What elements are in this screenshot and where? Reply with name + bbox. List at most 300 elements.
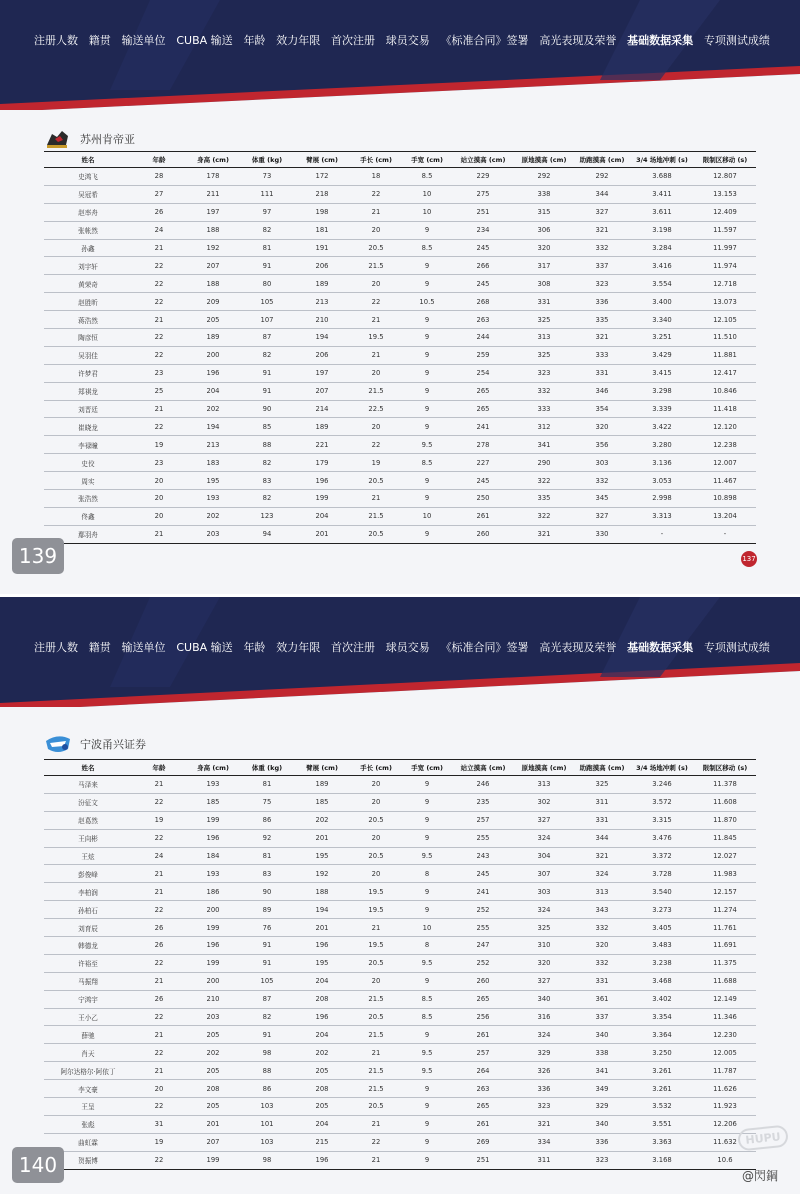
table-cell: 10 [402,919,452,937]
player-name-cell: 刘宇轩 [44,257,132,275]
nav-item[interactable]: 注册人数 [34,641,78,654]
table-cell: 22 [132,257,186,275]
table-cell: 325 [574,776,630,794]
table-cell: 209 [186,293,240,311]
nav-item[interactable]: 输送单位 [121,34,166,47]
nav-item[interactable]: 效力年限 [276,34,321,47]
table-cell: 340 [574,1115,630,1133]
nav-item[interactable]: 《标准合同》签署 [440,34,529,47]
table-cell: 20.5 [350,472,402,490]
table-row [44,829,756,847]
table-cell: 81 [240,847,294,865]
column-header: 身高 (cm) [186,760,240,776]
player-name-cell: 赵葛然 [44,811,132,829]
table-cell: 317 [514,257,574,275]
table-cell: 22 [132,1008,186,1026]
nav-item[interactable]: 基础数据采集 [627,641,694,654]
table-cell: 11.632 [694,1133,756,1151]
table-cell: 205 [186,311,240,329]
table-cell: 244 [452,329,514,347]
table-cell: 9 [402,776,452,794]
table-row [44,346,756,364]
table-cell: 91 [240,1026,294,1044]
table-cell: 331 [574,364,630,382]
table-cell: 204 [294,1026,350,1044]
table-cell: 321 [574,221,630,239]
nav-item[interactable]: 基础数据采集 [627,34,694,47]
table-cell: 9 [402,1026,452,1044]
table-row [44,364,756,382]
table-cell: 20 [350,793,402,811]
table-cell: 26 [132,990,186,1008]
table-cell: 266 [452,257,514,275]
table-cell: 9 [402,382,452,400]
player-name-cell: 王呈 [44,1098,132,1116]
table-cell: 13.204 [694,507,756,525]
table-cell: 269 [452,1133,514,1151]
table-cell: 316 [514,1008,574,1026]
player-name-cell: 史鸿飞 [44,168,132,186]
table-cell: 82 [240,221,294,239]
table-cell: 105 [240,972,294,990]
table-cell: 91 [240,954,294,972]
table-cell: 21.5 [350,1062,402,1080]
table-cell: 20.5 [350,239,402,257]
table-cell: 334 [514,1133,574,1151]
table-cell: 243 [452,847,514,865]
table-cell: 3.261 [630,1062,694,1080]
table-cell: 21 [132,400,186,418]
table-cell: 199 [186,1151,240,1169]
table-cell: 307 [514,865,574,883]
table-cell: 21.5 [350,1080,402,1098]
table-cell: 327 [514,811,574,829]
table-cell: 205 [186,1026,240,1044]
table-cell: 229 [452,168,514,186]
table-cell: 320 [514,239,574,257]
table-cell: 20 [132,507,186,525]
table-cell: 11.845 [694,829,756,847]
table-cell: 333 [574,346,630,364]
table-cell: 11.923 [694,1098,756,1116]
table-cell: 20 [350,865,402,883]
table-cell: 199 [186,919,240,937]
table-cell: 338 [574,1044,630,1062]
player-name-cell: 汾征文 [44,793,132,811]
table-cell: 340 [574,1026,630,1044]
table-row [44,221,756,239]
table-cell: 195 [294,847,350,865]
table-cell: 303 [574,454,630,472]
table-cell: 361 [574,990,630,1008]
table-row [44,847,756,865]
table-cell: 20 [350,275,402,293]
table-cell: 21.5 [350,1026,402,1044]
table-cell: 356 [574,436,630,454]
table-header-row [44,760,756,776]
nav-item[interactable]: CUBA 输送 [176,34,233,47]
document-page-140 [0,597,800,1194]
table-cell: 3.251 [630,329,694,347]
nav-item[interactable]: 首次注册 [331,641,375,654]
table-cell: 82 [240,346,294,364]
table-cell: 20 [132,472,186,490]
table-cell: 3.415 [630,364,694,382]
table-cell: 324 [514,829,574,847]
table-cell: 9.5 [402,954,452,972]
player-name-cell: 许裕至 [44,954,132,972]
table-cell: 335 [574,311,630,329]
table-cell: 200 [186,972,240,990]
table-cell: 26 [132,919,186,937]
table-cell: 206 [294,257,350,275]
player-name-cell: 张彪 [44,1115,132,1133]
table-cell: 193 [186,865,240,883]
table-cell: 103 [240,1133,294,1151]
table-cell: 227 [452,454,514,472]
table-cell: 27 [132,185,186,203]
nav-item[interactable]: 专项测试成绩 [703,34,770,47]
table-cell: 19 [132,811,186,829]
table-cell: 191 [294,239,350,257]
table-cell: 202 [294,811,350,829]
table-cell: 251 [452,203,514,221]
table-cell: 183 [186,454,240,472]
table-cell: 10 [402,507,452,525]
column-header: 助跑摸高 (cm) [574,760,630,776]
player-name-cell: 张帐然 [44,221,132,239]
table-cell: 2.998 [630,490,694,508]
table-row [44,1080,756,1098]
table-cell: 20.5 [350,811,402,829]
nav-item[interactable]: 球员交易 [385,34,430,47]
table-cell: 3.238 [630,954,694,972]
table-cell: 181 [294,221,350,239]
player-name-cell: 肖天 [44,1044,132,1062]
table-cell: 312 [514,418,574,436]
table-cell: 91 [240,364,294,382]
table-cell: 3.611 [630,203,694,221]
player-name-cell: 王炫 [44,847,132,865]
column-header: 3/4 场地冲刺 (s) [630,760,694,776]
table-cell: - [694,525,756,543]
table-cell: 12.149 [694,990,756,1008]
table-cell: 204 [294,972,350,990]
table-cell: 24 [132,847,186,865]
player-name-cell: 孙柏石 [44,901,132,919]
table-cell: 213 [294,293,350,311]
table-cell: 9 [402,472,452,490]
table-cell: 3.532 [630,1098,694,1116]
table-cell: 192 [186,239,240,257]
player-name-cell: 吴冠希 [44,185,132,203]
column-header: 臂展 (cm) [294,152,350,168]
table-cell: 82 [240,454,294,472]
table-row [44,1062,756,1080]
table-cell: 3.313 [630,507,694,525]
table-cell: 75 [240,793,294,811]
nav-item[interactable]: 《标准合同》签署 [440,641,529,654]
table-cell: 302 [514,793,574,811]
table-cell: 21 [350,346,402,364]
table-cell: 82 [240,1008,294,1026]
table-cell: 91 [240,257,294,275]
table-cell: 196 [186,829,240,847]
table-cell: 12.027 [694,847,756,865]
nav-item[interactable]: 输送单位 [121,641,166,654]
table-cell: 201 [294,919,350,937]
table-row [44,1026,756,1044]
table-cell: 22 [132,1151,186,1169]
table-cell: 21 [132,1062,186,1080]
table-cell: 97 [240,203,294,221]
nav-item[interactable]: 籍贯 [88,34,111,47]
table-cell: 13.153 [694,185,756,203]
table-cell: 83 [240,472,294,490]
table-row [44,1115,756,1133]
table-cell: 275 [452,185,514,203]
table-cell: 265 [452,1098,514,1116]
table-cell: 103 [240,1098,294,1116]
table-cell: 11.510 [694,329,756,347]
column-header: 原地摸高 (cm) [514,760,574,776]
table-cell: 9 [402,346,452,364]
table-cell: 21 [350,1044,402,1062]
table-cell: 8.5 [402,1008,452,1026]
table-cell: 3.280 [630,436,694,454]
table-cell: 12.417 [694,364,756,382]
print-page-badge: 137 [741,551,757,567]
table-cell: 255 [452,829,514,847]
table-cell: 323 [514,364,574,382]
table-cell: 290 [514,454,574,472]
table-cell: 10.6 [694,1151,756,1169]
nav-item[interactable]: 年龄 [243,34,266,47]
table-cell: 257 [452,811,514,829]
table-cell: 9 [402,1080,452,1098]
table-cell: 12.157 [694,883,756,901]
table-row [44,865,756,883]
table-cell: 88 [240,1062,294,1080]
table-cell: 331 [574,811,630,829]
table-cell: 3.400 [630,293,694,311]
table-cell: 3.372 [630,847,694,865]
table-cell: 73 [240,168,294,186]
table-cell: 261 [452,1026,514,1044]
player-name-cell: 薛驰 [44,1026,132,1044]
table-cell: 26 [132,203,186,221]
table-cell: 9 [402,829,452,847]
table-cell: 9.5 [402,847,452,865]
table-cell: 9 [402,311,452,329]
table-cell: 313 [574,883,630,901]
table-cell: 101 [240,1115,294,1133]
table-cell: 332 [574,919,630,937]
table-row [44,400,756,418]
table-cell: 218 [294,185,350,203]
table-cell: 3.363 [630,1133,694,1151]
table-cell: 91 [240,937,294,955]
column-header: 限制区移动 (s) [694,760,756,776]
table-cell: 83 [240,865,294,883]
table-cell: 9 [402,1098,452,1116]
table-cell: 11.597 [694,221,756,239]
table-cell: 28 [132,168,186,186]
player-name-cell: 曲虹霖 [44,1133,132,1151]
table-cell: 107 [240,311,294,329]
table-row [44,525,756,543]
table-cell: 313 [514,776,574,794]
table-cell: 327 [514,972,574,990]
table-cell: 255 [452,919,514,937]
table-cell: 19.5 [350,937,402,955]
table-cell: 215 [294,1133,350,1151]
table-cell: 81 [240,776,294,794]
nav-item[interactable]: 首次注册 [331,34,375,47]
table-cell: 3.572 [630,793,694,811]
table-row [44,418,756,436]
table-cell: 3.554 [630,275,694,293]
table-cell: 264 [452,1062,514,1080]
table-cell: 194 [294,901,350,919]
table-cell: 20 [132,490,186,508]
table-cell: 9 [402,1115,452,1133]
table-cell: 189 [294,275,350,293]
table-cell: 320 [574,937,630,955]
table-cell: 205 [294,1062,350,1080]
table-cell: 345 [574,490,630,508]
team-logo-icon [44,128,72,150]
table-cell: 9 [402,901,452,919]
table-cell: 292 [574,168,630,186]
table-cell: 9.5 [402,1044,452,1062]
nav-item[interactable]: 效力年限 [276,641,321,654]
table-cell: 205 [186,1062,240,1080]
table-cell: 8.5 [402,239,452,257]
nav-item[interactable]: 高光表现及荣誉 [539,34,617,47]
table-cell: 203 [186,1008,240,1026]
table-cell: 331 [514,293,574,311]
document-page-139 [0,0,800,594]
table-cell: 325 [514,346,574,364]
table-cell: 206 [294,346,350,364]
table-cell: 21 [132,525,186,543]
table-row [44,1044,756,1062]
table-cell: 329 [574,1098,630,1116]
table-cell: 21 [350,311,402,329]
table-row [44,793,756,811]
table-cell: 12.230 [694,1026,756,1044]
table-cell: 197 [186,203,240,221]
table-cell: 22 [132,901,186,919]
table-cell: 8.5 [402,168,452,186]
table-row [44,1133,756,1151]
table-cell: 204 [294,1115,350,1133]
table-row [44,454,756,472]
nav-item[interactable]: CUBA 输送 [176,641,233,654]
section-nav [0,639,800,655]
page-number: 140 [12,1147,64,1183]
player-name-cell: 鄢羽舟 [44,525,132,543]
table-cell: 322 [514,472,574,490]
table-cell: 250 [452,490,514,508]
table-cell: 10.846 [694,382,756,400]
table-cell: 326 [514,1062,574,1080]
table-cell: 203 [186,525,240,543]
team-name: 宁波甬兴证券 [80,738,146,751]
team-name: 苏州肯帝亚 [80,133,135,146]
table-cell: 11.881 [694,346,756,364]
table-row [44,293,756,311]
table-cell: 11.997 [694,239,756,257]
table-cell: 208 [186,1080,240,1098]
table-row [44,1151,756,1169]
table-cell: 11.761 [694,919,756,937]
table-cell: 195 [294,954,350,972]
table-cell: 315 [514,203,574,221]
player-name-cell: 赵率舟 [44,203,132,221]
table-row [44,329,756,347]
table-row [44,811,756,829]
table-row [44,311,756,329]
player-name-cell: 周实 [44,472,132,490]
nav-item[interactable]: 球员交易 [385,641,430,654]
table-cell: 9 [402,811,452,829]
nav-item[interactable]: 专项测试成绩 [703,641,770,654]
team-logo-icon [44,733,72,755]
player-name-cell: 孙鑫 [44,239,132,257]
table-cell: 3.411 [630,185,694,203]
column-header: 臂展 (cm) [294,760,350,776]
table-cell: 210 [294,311,350,329]
author-watermark: @閃鋼 [742,1169,779,1183]
player-name-cell: 阿尔达格尔·阿依丁 [44,1062,132,1080]
table-cell: 11.418 [694,400,756,418]
nav-item[interactable]: 高光表现及荣誉 [539,641,617,654]
nav-item[interactable]: 年龄 [243,641,266,654]
table-cell: 320 [574,418,630,436]
table-cell: 329 [514,1044,574,1062]
table-cell: 3.476 [630,829,694,847]
table-cell: 341 [574,1062,630,1080]
table-row [44,972,756,990]
table-cell: 196 [186,364,240,382]
table-cell: 31 [132,1115,186,1133]
table-cell: 202 [186,507,240,525]
table-cell: 310 [514,937,574,955]
table-cell: 241 [452,418,514,436]
table-cell: 11.688 [694,972,756,990]
table-cell: 245 [452,239,514,257]
table-cell: 254 [452,364,514,382]
nav-item[interactable]: 注册人数 [34,34,78,47]
table-cell: 186 [186,883,240,901]
table-cell: 19 [132,436,186,454]
table-cell: 21.5 [350,257,402,275]
player-name-cell: 郑祺龙 [44,382,132,400]
nav-item[interactable]: 籍贯 [88,641,111,654]
table-cell: 3.340 [630,311,694,329]
table-cell: 9 [402,525,452,543]
player-name-cell: 吴羽佳 [44,346,132,364]
table-cell: 207 [186,1133,240,1151]
table-cell: 311 [514,1151,574,1169]
table-cell: 21 [132,972,186,990]
table-cell: 265 [452,990,514,1008]
table-cell: 265 [452,400,514,418]
table-cell: 241 [452,883,514,901]
table-cell: 332 [574,239,630,257]
